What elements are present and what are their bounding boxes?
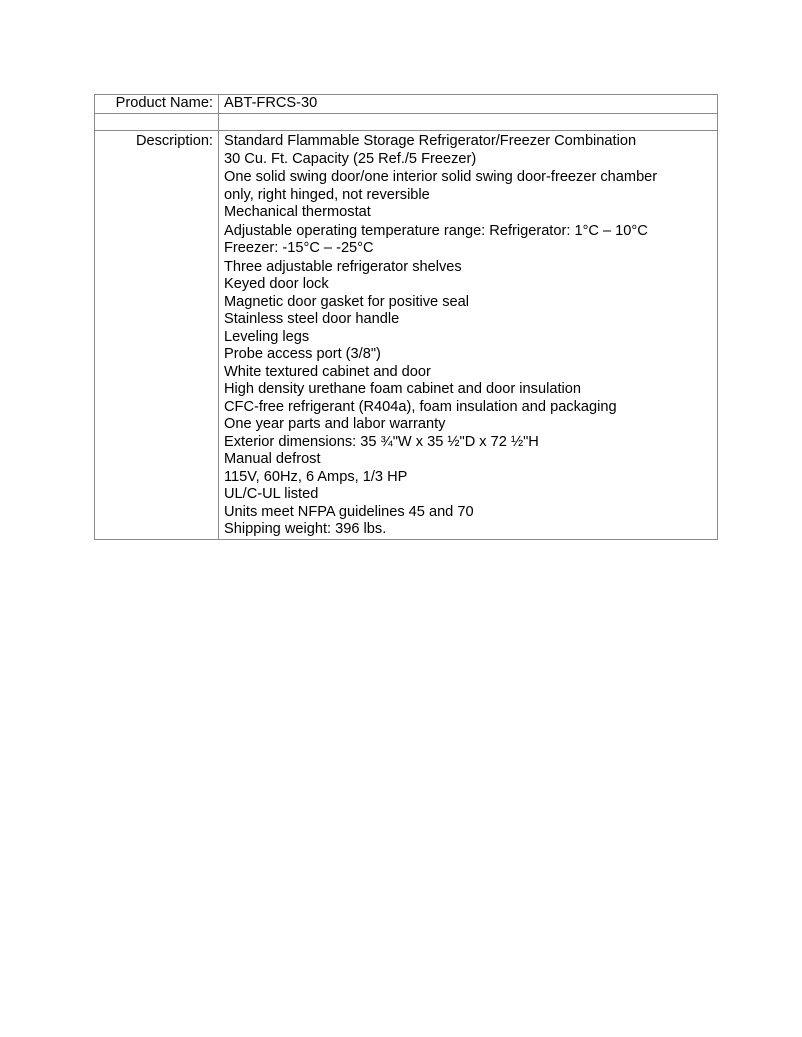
description-line: Magnetic door gasket for positive seal	[224, 293, 469, 310]
description-line: Mechanical thermostat	[224, 204, 371, 220]
description-line: Three adjustable refrigerator shelves	[224, 258, 462, 275]
description-line: Probe access port (3/8")	[224, 346, 381, 362]
description-line: Shipping weight: 396 lbs.	[224, 521, 387, 537]
description-line: only, right hinged, not reversible	[224, 186, 430, 203]
description-line: One solid swing door/one interior solid swing door-freezer chamber	[224, 169, 658, 185]
description-line: Manual defrost	[224, 451, 321, 467]
description-line: One year parts and labor warranty	[224, 416, 446, 432]
description-line: Units meet NFPA guidelines 45 and 70	[224, 503, 474, 520]
empty-row	[95, 114, 718, 131]
description-label: Description:	[95, 131, 219, 540]
description-line: UL/C-UL listed	[224, 486, 319, 502]
product-name-label: Product Name:	[95, 95, 219, 114]
product-name-value: ABT-FRCS-30	[219, 95, 718, 114]
empty-value-cell	[219, 114, 718, 131]
description-line: Leveling legs	[224, 328, 310, 345]
description-row	[95, 131, 718, 540]
description-line: Adjustable operating temperature range: Refrigerator: 1°C – 10°C	[224, 222, 648, 239]
description-line: Stainless steel door handle	[224, 311, 400, 327]
description-line: White textured cabinet and door	[224, 363, 431, 380]
description-list	[224, 133, 712, 539]
product-name-row	[95, 95, 718, 114]
description-value	[219, 131, 718, 540]
description-line: Keyed door lock	[224, 276, 329, 292]
description-line: Exterior dimensions: 35 ¾"W x 35 ½"D x 72 ½"H	[224, 433, 539, 450]
description-line: 115V, 60Hz, 6 Amps, 1/3 HP	[224, 468, 408, 485]
description-line: Standard Flammable Storage Refrigerator/Freezer Combination	[224, 133, 637, 149]
description-line: 30 Cu. Ft. Capacity (25 Ref./5 Freezer)	[224, 150, 477, 167]
empty-label-cell	[95, 114, 219, 131]
description-line: Freezer: -15°C – -25°C	[224, 240, 374, 256]
description-line: High density urethane foam cabinet and door insulation	[224, 381, 581, 397]
product-spec-table	[94, 94, 718, 540]
description-line: CFC-free refrigerant (R404a), foam insulation and packaging	[224, 398, 617, 415]
